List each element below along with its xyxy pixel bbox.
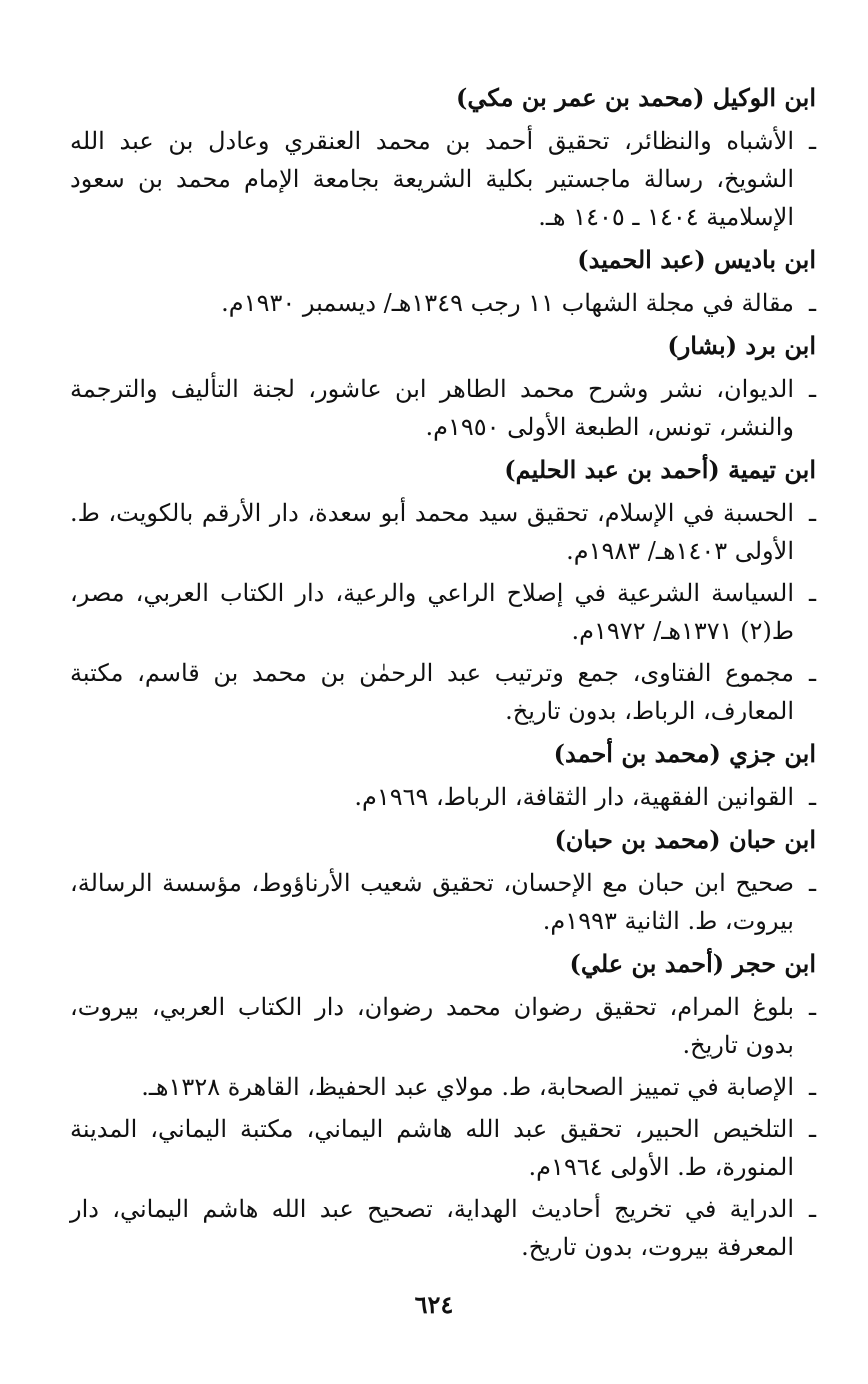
bibliography-entry bbox=[70, 1110, 816, 1186]
entry-dash: ـ bbox=[808, 579, 816, 607]
entry-text: صحيح ابن حبان مع الإحسان، تحقيق شعيب الأرناؤوط، مؤسسة الرسالة، بيروت، ط. الثانية ١٩٩٣م. bbox=[70, 869, 794, 935]
bibliography-entry bbox=[70, 370, 816, 446]
entry-dash: ـ bbox=[808, 375, 816, 403]
entry-text: الأشباه والنظائر، تحقيق أحمد بن محمد العنقري وعادل بن عبد الله الشويخ، رسالة ماجستير بكلية الشريعة بجامعة الإمام محمد بن سعود الإسلامية ١٤٠٤ ـ ١٤٠٥ هـ. bbox=[70, 127, 795, 231]
entry-text: الديوان، نشر وشرح محمد الطاهر ابن عاشور، لجنة التأليف والترجمة والنشر، تونس، الطبعة الأولى ١٩٥٠م. bbox=[70, 375, 794, 441]
bibliography-entry bbox=[70, 574, 816, 650]
author-heading: ابن برد (بشار) bbox=[667, 331, 816, 360]
entry-dash: ـ bbox=[808, 499, 816, 527]
entry-text: بلوغ المرام، تحقيق رضوان محمد رضوان، دار الكتاب العربي، بيروت، بدون تاريخ. bbox=[70, 993, 794, 1059]
entry-dash: ـ bbox=[808, 289, 816, 317]
entry-text: القوانين الفقهية، دار الثقافة، الرباط، ١٩٦٩م. bbox=[354, 783, 794, 811]
bibliography-section bbox=[70, 944, 816, 1266]
entry-dash: ـ bbox=[808, 869, 816, 897]
entry-dash: ـ bbox=[808, 659, 816, 687]
author-heading: ابن جزي (محمد بن أحمد) bbox=[553, 739, 816, 768]
author-heading: ابن الوكيل (محمد بن عمر بن مكي) bbox=[456, 83, 816, 112]
bibliography-section bbox=[70, 450, 816, 730]
author-heading: ابن تيمية (أحمد بن عبد الحليم) bbox=[504, 455, 816, 484]
bibliography-entry bbox=[70, 988, 816, 1064]
bibliography-section bbox=[70, 734, 816, 816]
bibliography-section bbox=[70, 240, 816, 322]
entry-text: مقالة في مجلة الشهاب ١١ رجب ١٣٤٩هـ/ ديسمبر ١٩٣٠م. bbox=[221, 289, 794, 317]
bibliography-section bbox=[70, 326, 816, 446]
entry-dash: ـ bbox=[808, 1115, 816, 1143]
author-heading: ابن باديس (عبد الحميد) bbox=[577, 245, 816, 274]
author-heading: ابن حجر (أحمد بن علي) bbox=[569, 949, 816, 978]
bibliography-section bbox=[70, 78, 816, 236]
bibliography-page bbox=[70, 78, 816, 1270]
entry-text: السياسة الشرعية في إصلاح الراعي والرعية، دار الكتاب العربي، مصر، ط(٢) ١٣٧١هـ/ ١٩٧٢م. bbox=[70, 579, 794, 645]
bibliography-entry bbox=[70, 1190, 816, 1266]
entry-text: الإصابة في تمييز الصحابة، ط. مولاي عبد الحفيظ، القاهرة ١٣٢٨هـ. bbox=[141, 1073, 794, 1101]
entry-dash: ـ bbox=[808, 1073, 816, 1101]
bibliography-section bbox=[70, 820, 816, 940]
entry-dash: ـ bbox=[808, 1195, 816, 1223]
bibliography-entry bbox=[70, 284, 816, 322]
entry-text: الدراية في تخريج أحاديث الهداية، تصحيح عبد الله هاشم اليماني، دار المعرفة بيروت، بدون تاريخ. bbox=[70, 1195, 794, 1261]
entry-text: التلخيص الحبير، تحقيق عبد الله هاشم اليماني، مكتبة اليماني، المدينة المنورة، ط. الأولى ١٩٦٤م. bbox=[70, 1115, 794, 1181]
bibliography-entry bbox=[70, 654, 816, 730]
bibliography-entry bbox=[70, 778, 816, 816]
bibliography-entry bbox=[70, 122, 816, 236]
entry-dash: ـ bbox=[808, 127, 816, 155]
bibliography-entry bbox=[70, 864, 816, 940]
bibliography-entry bbox=[70, 494, 816, 570]
entry-dash: ـ bbox=[808, 993, 816, 1021]
entry-text: مجموع الفتاوى، جمع وترتيب عبد الرحمٰن بن محمد بن قاسم، مكتبة المعارف، الرباط، بدون تاريخ. bbox=[70, 659, 794, 725]
bibliography-entry bbox=[70, 1068, 816, 1106]
author-heading: ابن حبان (محمد بن حبان) bbox=[554, 825, 816, 854]
entry-text: الحسبة في الإسلام، تحقيق سيد محمد أبو سعدة، دار الأرقم بالكويت، ط. الأولى ١٤٠٣هـ/ ١٩٨٣م. bbox=[70, 499, 795, 565]
page-number: ٦٢٤ bbox=[414, 1290, 454, 1319]
entry-dash: ـ bbox=[808, 783, 816, 811]
